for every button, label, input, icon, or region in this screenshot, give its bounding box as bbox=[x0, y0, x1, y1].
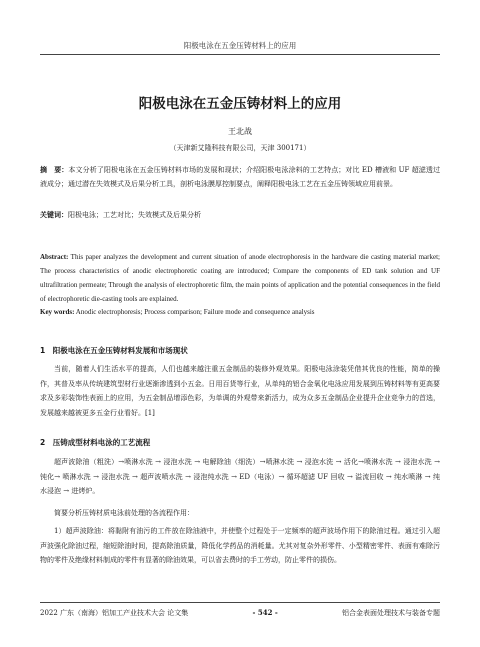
section-1-paragraph: 当前，随着人们生活水平的提高，人们也越来越注重五金制品的装修外观效果。阳极电泳涂装凭借其优良的性能，简单的操作，其普及率从传统建筑型材行业逐渐渗透到小五金。日用百货等行业，从单纯的铝合金氧化电泳应用发展到压铸材料等有更高要求及多彩装饰性表面上的应用，为五金制品增添色彩，为单调的外观带来新活力，成为众多五金制品企业提升企业竞争力的首选，发展越来越被更多五金行业看好。[1] bbox=[40, 365, 440, 417]
process-flow-paragraph: 超声波除油（粗洗）→喷淋水洗 → 浸泡水洗 → 电解除油（细洗）→喷淋水洗 → 浸泡水洗 → 活化→喷淋水洗 → 浸泡水洗 → 钝化→ 喷淋水洗 → 浸泡水洗 → 超声波喷水洗 → 浸泡纯水洗 → ED（电泳）→ 循环超滤 UF 回收 → 溢流回收 → 纯水喷淋 → 纯水浸泡 → 进烤炉。 bbox=[40, 458, 440, 495]
page-footer bbox=[40, 608, 440, 618]
affiliation: （天津新艾隆科技有限公司，天津 300171） bbox=[169, 144, 311, 152]
keywords-en-text: Anodic electrophoresis; Process comparison; Failure mode and consequence analysis bbox=[75, 308, 315, 316]
abstract-en bbox=[40, 250, 440, 306]
header-rule bbox=[40, 54, 440, 55]
keywords-cn bbox=[40, 208, 440, 222]
footer-rule bbox=[40, 602, 440, 603]
keywords-cn-label: 关键词： bbox=[40, 211, 68, 219]
page-number: - 542 - bbox=[252, 608, 278, 617]
abstract-en-text: This paper analyzes the development and current situation of anode electrophoresis in the hardware die casting material market; The process characteristics of anodic electrophoretic coating are introduced; Compare the components of ED tank solution and UF ultrafiltration permeate; Through the analysis of electrophoretic film, the main points of application and the potential consequences in the field of electrophoretic die-casting tools are explained. bbox=[40, 253, 440, 303]
keywords-en bbox=[40, 305, 440, 319]
author-name: 王北战 bbox=[228, 127, 252, 136]
ultrasonic-degreasing-paragraph: 1）超声波除油：将黏附有油污的工件放在除油液中，并使整个过程处于一定频率的超声波场作用下的除油过程。通过引入超声波强化除油过程，缩短除油时间，提高除油质量，降低化学药品的消耗量。尤其对复杂外形零件、小型精密零件、表面有难除污物的零件及绝缘材料制成的零件有显著的除油效果，可以省去费时的手工劳动，防止零件的损伤。 bbox=[40, 527, 440, 564]
section-1-heading: 1 阳极电泳在五金压铸材料发展和市场现状 bbox=[40, 346, 188, 355]
footer-conference: 2022 广东（南海）铝加工产业技术大会 论文集 bbox=[40, 609, 189, 617]
paper-title: 阳极电泳在五金压铸材料上的应用 bbox=[138, 96, 342, 112]
abstract-en-label: Abstract: bbox=[40, 253, 69, 261]
abstract-cn bbox=[40, 163, 440, 191]
keywords-en-label: Key words: bbox=[40, 308, 75, 316]
keywords-cn-text: 阳极电泳；工艺对比；失效模式及后果分析 bbox=[68, 211, 201, 219]
section-2-heading: 2 压铸成型材料电泳的工艺流程 bbox=[40, 438, 151, 447]
abstract-cn-label: 摘 要： bbox=[40, 166, 69, 174]
abstract-cn-text: 本文分析了阳极电泳在五金压铸材料市场的发展和现状；介绍阳极电泳涂料的工艺特点；对比 ED 槽液和 UF 超滤透过液成分；通过潜在失效模式及后果分析工具，剖析电泳膜厚控制要点，阐释阳极电泳工艺在五金压铸领域应用前景。 bbox=[40, 166, 441, 188]
running-header: 阳极电泳在五金压铸材料上的应用 bbox=[183, 41, 297, 50]
section-2-intro: 简要分析压铸材质电泳前处理的各流程作用： bbox=[54, 509, 194, 517]
footer-topic: 铝合金表面处理技术与装备专题 bbox=[342, 609, 440, 617]
